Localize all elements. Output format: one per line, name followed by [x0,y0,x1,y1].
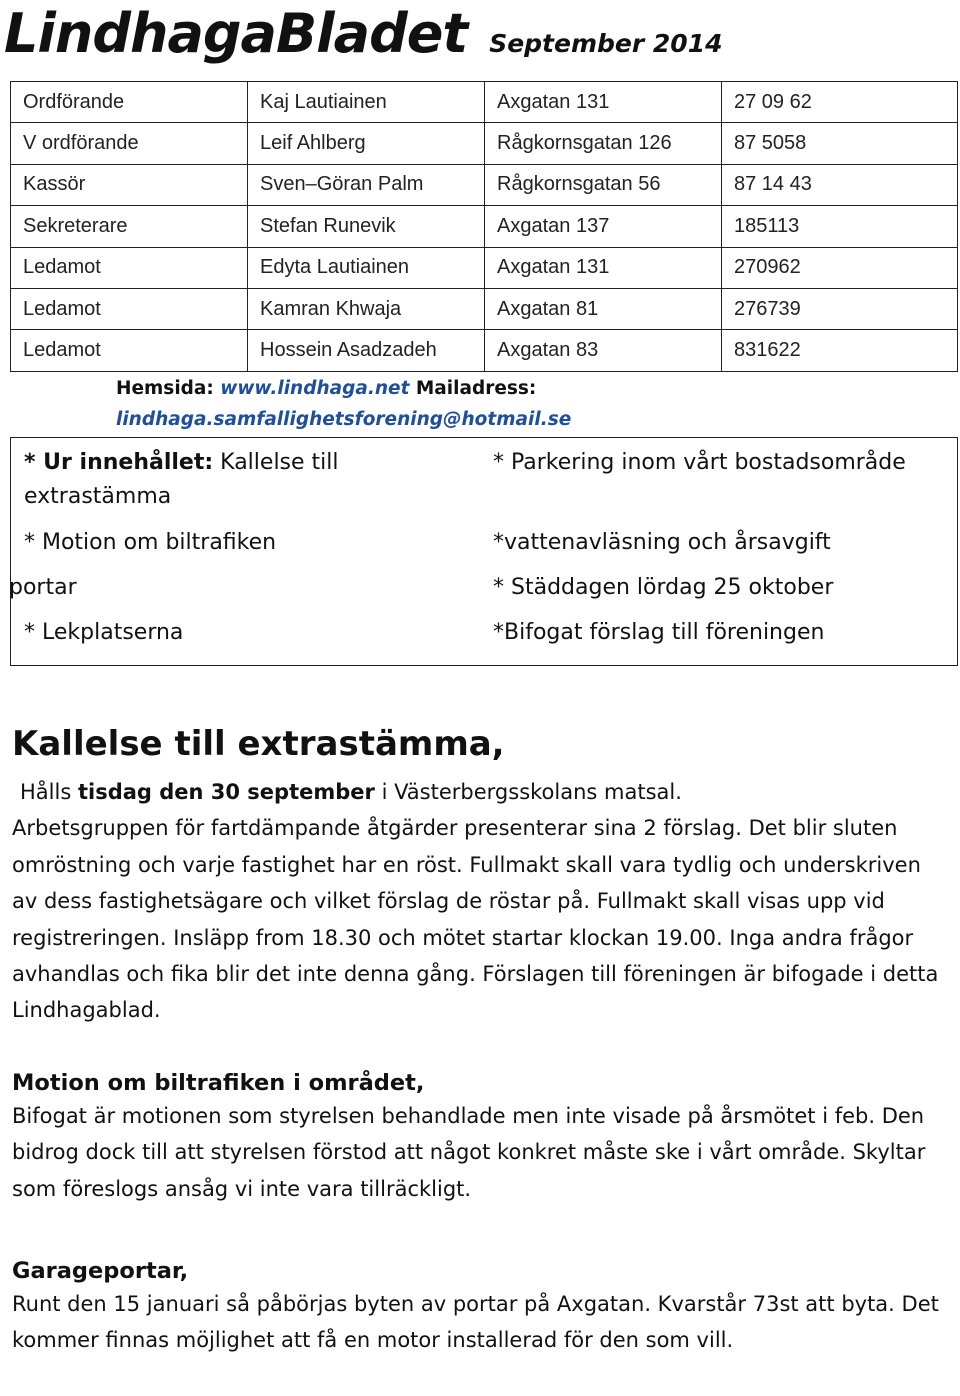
board-name: Kamran Khwaja [248,288,485,329]
board-address: Axgatan 131 [485,82,722,123]
kallelse-body: Arbetsgruppen för fartdämpande åtgärder presenterar sina 2 förslag. Det blir sluten omröstning och varje fastighet har en röst. Fullmakt skall vara tydlig och underskriven av dess fastighetsägare och vilket förslag de röstar på. Fullmakt skall visas upp vid registreringen. Insläpp from 18.30 och mötet startar klockan 19.00. Inga andra frågor avhandlas och fika blir det inte denna gång. Förslagen till föreningen är bifogade i detta Lindhagablad. [12,816,939,1023]
board-phone: 276739 [722,288,958,329]
board-name: Hossein Asadzadeh [248,330,485,371]
board-address: Axgatan 81 [485,288,722,329]
contents-item: * Lekplatserna [24,620,184,645]
board-phone: 87 5058 [722,123,958,164]
contents-item: * Städdagen lördag 25 oktober [493,575,834,600]
garage-heading: Garageportar, [12,1258,189,1284]
contents-item: *vattenavläsning och årsavgift [493,530,831,555]
motion-section [12,1070,952,1207]
homepage-link[interactable]: www.lindhaga.net [220,378,410,399]
contents-item: *Bifogat förslag till föreningen [493,620,825,645]
motion-heading: Motion om biltrafiken i området, [12,1070,425,1096]
table-row [11,82,958,123]
board-phone: 270962 [722,247,958,288]
motion-body: Bifogat är motionen som styrelsen behandlade men inte visade på årsmötet i feb. Den bidrog dock till att styrelsen förstod att något konkret måste ske i vårt område. Skyltar som föreslogs ansåg vi inte vara tillräckligt. [12,1104,926,1201]
masthead [4,0,722,68]
contents-item: extrastämma [24,484,172,509]
homepage-label: Hemsida: [116,378,214,399]
board-address: Axgatan 137 [485,206,722,247]
table-row [11,288,958,329]
contents-item: * Parkering inom vårt bostadsområde [493,450,906,475]
garage-section [12,1258,952,1359]
mail-label: Mailadress: [415,378,537,399]
email-link[interactable]: lindhaga.samfallighetsforening@hotmail.se [116,409,572,430]
board-phone: 87 14 43 [722,164,958,205]
board-role: Ledamot [11,330,248,371]
issue-date: September 2014 [489,29,723,58]
table-row [11,123,958,164]
contents-item: portar [9,575,77,600]
board-role: Kassör [11,164,248,205]
kallelse-section [12,722,952,1029]
kallelse-heading: Kallelse till extrastämma, [12,724,505,764]
board-table [10,81,958,372]
contents-item: * Ur innehållet: Kallelse till [24,450,339,475]
board-address: Axgatan 83 [485,330,722,371]
board-phone: 185113 [722,206,958,247]
newsletter-title: LindhagaBladet [4,2,468,65]
board-phone: 27 09 62 [722,82,958,123]
table-row [11,164,958,205]
contact-info [116,373,816,435]
board-name: Kaj Lautiainen [248,82,485,123]
board-name: Stefan Runevik [248,206,485,247]
contents-item: * Motion om biltrafiken [24,530,277,555]
table-row [11,247,958,288]
board-role: Ledamot [11,247,248,288]
board-role: Ordförande [11,82,248,123]
board-role: Sekreterare [11,206,248,247]
garage-body: Runt den 15 januari så påbörjas byten av portar på Axgatan. Kvarstår 73st att byta. Det kommer finnas möjlighet att få en motor installerad för den som vill. [12,1292,939,1353]
meeting-date: tisdag den 30 september [77,780,375,804]
board-address: Rågkornsgatan 126 [485,123,722,164]
board-address: Rågkornsgatan 56 [485,164,722,205]
board-phone: 831622 [722,330,958,371]
board-name: Sven–Göran Palm [248,164,485,205]
board-address: Axgatan 131 [485,247,722,288]
contents-box [10,437,958,666]
board-name: Edyta Lautiainen [248,247,485,288]
table-row [11,206,958,247]
board-role: V ordförande [11,123,248,164]
board-name: Leif Ahlberg [248,123,485,164]
contents-heading: * Ur innehållet: [24,450,214,475]
table-row [11,330,958,371]
kallelse-meeting-line: Hålls tisdag den 30 september i Västerbergsskolans matsal. [20,780,682,804]
board-role: Ledamot [11,288,248,329]
